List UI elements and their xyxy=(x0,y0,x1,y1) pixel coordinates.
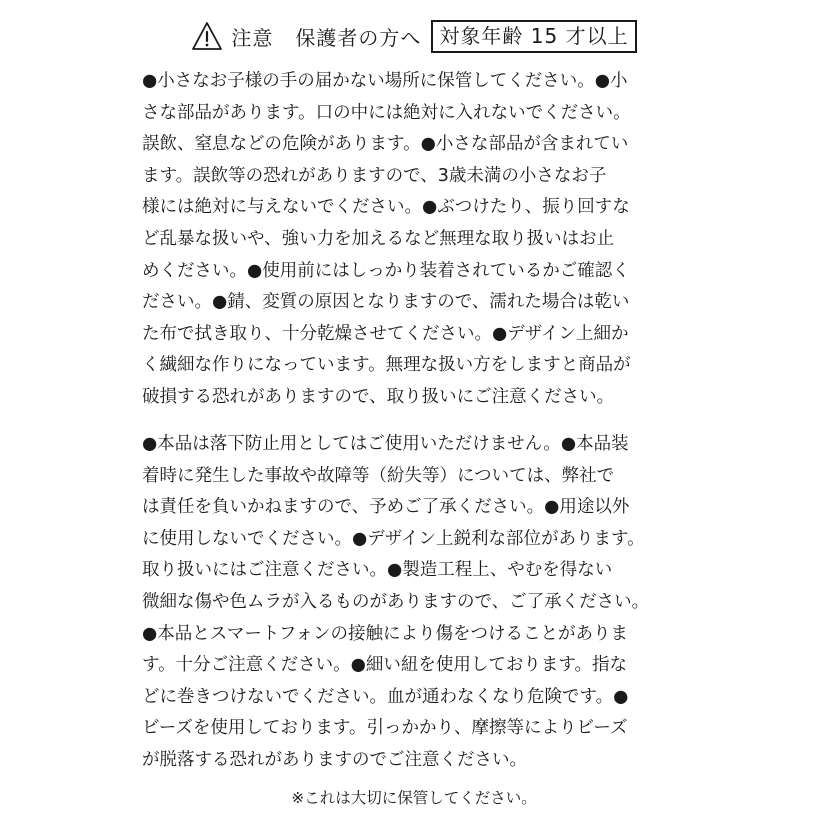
text-line: ビーズを使用しております。引っかかり、摩擦等によりビーズ xyxy=(142,718,628,739)
warning-header xyxy=(0,18,828,54)
text-line: 破損する恐れがありますので、取り扱いにご注意ください。 xyxy=(142,386,615,407)
text-line: は責任を負いかねますので、予めご了承ください。●用途以外 xyxy=(142,497,630,518)
text-line: す。十分ご注意ください。●細い紐を使用しております。指な xyxy=(142,655,627,676)
text-line: く繊細な作りになっています。無理な扱い方をしますと商品が xyxy=(142,355,631,376)
warning-paragraph-1 xyxy=(142,66,682,414)
text-line: 微細な傷や色ムラが入るものがありますので、ご了承ください。 xyxy=(142,591,650,612)
text-line: 様には絶対に与えないでください。●ぶつけたり、振り回すな xyxy=(142,197,630,218)
storage-note: ※これは大切に保管してください。 xyxy=(291,789,537,807)
age-notice-box: 対象年齢 15 才以上 xyxy=(431,20,636,53)
warning-paragraph-2 xyxy=(142,429,682,777)
text-line: た布で拭き取り、十分乾燥させてください。●デザイン上細か xyxy=(142,323,629,344)
text-line: めください。●使用前にはしっかり装着されているかご確認く xyxy=(142,260,630,281)
text-line: 着時に発生した事故や故障等（紛失等）については、弊社で xyxy=(142,465,615,486)
text-line: ます。誤飲等の恐れがありますので、3歳未満の小さなお子 xyxy=(142,165,607,186)
warning-triangle-icon xyxy=(191,21,223,51)
audience-label: 保護者の方へ xyxy=(295,25,422,50)
text-line: どに巻きつけないでください。血が通わなくなり危険です。● xyxy=(142,686,629,707)
text-line: ど乱暴な扱いや、強い力を加えるなど無理な取り扱いはお止 xyxy=(142,228,615,249)
text-line: が脱落する恐れがありますのでご注意ください。 xyxy=(142,749,527,770)
text-line: ●本品は落下防止用としてはご使用いただけません。●本品装 xyxy=(142,434,629,454)
text-line: ださい。●錆、変質の原因となりますので、濡れた場合は乾い xyxy=(142,292,630,313)
text-line: に使用しないでください。●デザイン上鋭利な部位があります。 xyxy=(142,528,645,549)
text-line: さな部品があります。口の中には絶対に入れないでください。 xyxy=(142,102,631,123)
text-line: 取り扱いにはご注意ください。●製造工程上、やむを得ない xyxy=(142,560,613,581)
text-line: 誤飲、窒息などの危険があります。●小さな部品が含まれてい xyxy=(142,134,629,155)
caution-title: 注意 xyxy=(231,25,274,50)
text-line: ●本品とスマートフォンの接触により傷をつけることがありま xyxy=(142,623,629,644)
text-line: ●小さなお子様の手の届かない場所に保管してください。●小 xyxy=(142,71,628,91)
